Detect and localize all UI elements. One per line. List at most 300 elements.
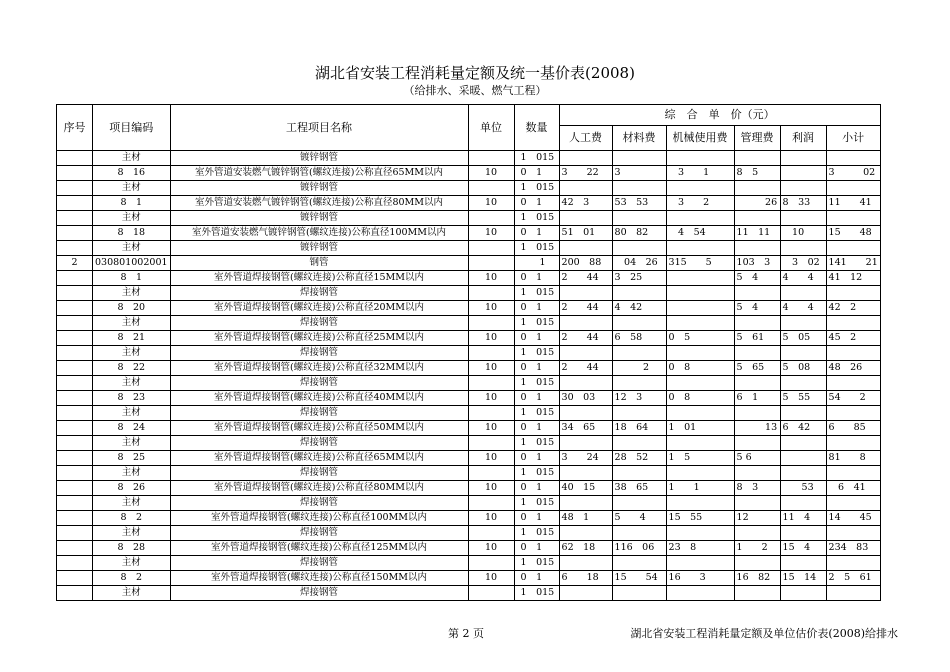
cell-material bbox=[612, 406, 666, 421]
cell-mgmt: 103 3 bbox=[734, 256, 780, 271]
cell-machine: 1 1 bbox=[666, 481, 734, 496]
cell-labor bbox=[559, 316, 612, 331]
cell-qty: 1 015 bbox=[514, 376, 559, 391]
cell-seq bbox=[57, 271, 93, 286]
cell-mgmt bbox=[734, 151, 780, 166]
cell-seq bbox=[57, 346, 93, 361]
cell-labor: 30 03 bbox=[559, 391, 612, 406]
cell-code: 8 25 bbox=[93, 451, 171, 466]
cell-unit bbox=[468, 436, 514, 451]
cell-material bbox=[612, 181, 666, 196]
cell-name: 室外管道焊接钢管(螺纹连接)公称直径50MM以内 bbox=[170, 421, 468, 436]
cell-qty: 1 bbox=[514, 256, 559, 271]
cell-profit: 10 bbox=[780, 226, 826, 241]
cell-unit bbox=[468, 466, 514, 481]
cell-qty: 1 015 bbox=[514, 526, 559, 541]
cell-profit bbox=[780, 181, 826, 196]
cell-mgmt: 5 65 bbox=[734, 361, 780, 376]
cell-mgmt: 1 2 bbox=[734, 541, 780, 556]
cell-labor: 2 44 bbox=[559, 361, 612, 376]
cell-material: 80 82 bbox=[612, 226, 666, 241]
header-seq: 序号 bbox=[57, 105, 93, 151]
cell-subtotal bbox=[826, 436, 880, 451]
cell-code: 主材 bbox=[93, 406, 171, 421]
cell-name: 室外管道焊接钢管(螺纹连接)公称直径150MM以内 bbox=[170, 571, 468, 586]
cell-subtotal: 54 2 bbox=[826, 391, 880, 406]
cell-qty: 1 015 bbox=[514, 556, 559, 571]
header-code: 项目编码 bbox=[93, 105, 171, 151]
cell-machine bbox=[666, 406, 734, 421]
cell-machine bbox=[666, 376, 734, 391]
cell-name: 焊接钢管 bbox=[170, 496, 468, 511]
cell-profit bbox=[780, 376, 826, 391]
cell-unit: 10 bbox=[468, 166, 514, 181]
table-row bbox=[57, 286, 881, 301]
cell-subtotal: 6 41 bbox=[826, 481, 880, 496]
cell-mgmt: 11 11 bbox=[734, 226, 780, 241]
cell-seq bbox=[57, 391, 93, 406]
cell-machine: 3 1 bbox=[666, 166, 734, 181]
cell-name: 焊接钢管 bbox=[170, 436, 468, 451]
price-table bbox=[56, 104, 881, 601]
cell-qty: 1 015 bbox=[514, 436, 559, 451]
cell-subtotal bbox=[826, 556, 880, 571]
header-unit-price-group: 综 合 单 价（元） bbox=[559, 105, 880, 126]
cell-subtotal: 42 2 bbox=[826, 301, 880, 316]
cell-name: 焊接钢管 bbox=[170, 526, 468, 541]
cell-profit bbox=[780, 241, 826, 256]
cell-seq bbox=[57, 226, 93, 241]
cell-seq bbox=[57, 211, 93, 226]
header-row-top bbox=[57, 105, 881, 126]
table-row bbox=[57, 166, 881, 181]
cell-name: 室外管道焊接钢管(螺纹连接)公称直径80MM以内 bbox=[170, 481, 468, 496]
cell-labor: 2 44 bbox=[559, 301, 612, 316]
cell-labor: 62 18 bbox=[559, 541, 612, 556]
cell-material bbox=[612, 436, 666, 451]
cell-qty: 1 015 bbox=[514, 286, 559, 301]
cell-code: 主材 bbox=[93, 586, 171, 601]
cell-code: 主材 bbox=[93, 211, 171, 226]
cell-mgmt: 5 61 bbox=[734, 331, 780, 346]
cell-profit bbox=[780, 526, 826, 541]
cell-unit: 10 bbox=[468, 196, 514, 211]
cell-code: 8 22 bbox=[93, 361, 171, 376]
cell-subtotal bbox=[826, 466, 880, 481]
cell-unit bbox=[468, 496, 514, 511]
cell-name: 焊接钢管 bbox=[170, 406, 468, 421]
cell-qty: 1 015 bbox=[514, 586, 559, 601]
cell-labor bbox=[559, 556, 612, 571]
cell-name: 焊接钢管 bbox=[170, 556, 468, 571]
cell-material: 5 4 bbox=[612, 511, 666, 526]
cell-code: 主材 bbox=[93, 376, 171, 391]
cell-qty: 1 015 bbox=[514, 241, 559, 256]
cell-seq bbox=[57, 496, 93, 511]
cell-qty: 1 015 bbox=[514, 346, 559, 361]
cell-profit: 11 4 bbox=[780, 511, 826, 526]
cell-seq bbox=[57, 526, 93, 541]
cell-seq bbox=[57, 481, 93, 496]
cell-profit bbox=[780, 406, 826, 421]
header-name: 工程项目名称 bbox=[170, 105, 468, 151]
cell-profit bbox=[780, 436, 826, 451]
cell-material: 38 65 bbox=[612, 481, 666, 496]
cell-name: 镀锌钢管 bbox=[170, 151, 468, 166]
cell-seq bbox=[57, 541, 93, 556]
cell-labor bbox=[559, 376, 612, 391]
cell-subtotal bbox=[826, 526, 880, 541]
cell-unit bbox=[468, 376, 514, 391]
cell-qty: 0 1 bbox=[514, 511, 559, 526]
cell-subtotal bbox=[826, 286, 880, 301]
cell-name: 镀锌钢管 bbox=[170, 211, 468, 226]
header-mgmt: 管理费 bbox=[734, 126, 780, 151]
cell-machine: 1 01 bbox=[666, 421, 734, 436]
cell-labor bbox=[559, 496, 612, 511]
cell-labor bbox=[559, 526, 612, 541]
cell-material: 12 3 bbox=[612, 391, 666, 406]
cell-name: 室外管道安装燃气镀锌钢管(螺纹连接)公称直径65MM以内 bbox=[170, 166, 468, 181]
cell-machine: 3 2 bbox=[666, 196, 734, 211]
cell-material bbox=[612, 151, 666, 166]
cell-mgmt: 5 4 bbox=[734, 271, 780, 286]
cell-mgmt bbox=[734, 556, 780, 571]
cell-unit: 10 bbox=[468, 421, 514, 436]
cell-labor bbox=[559, 286, 612, 301]
cell-profit: 3 02 bbox=[780, 256, 826, 271]
cell-mgmt bbox=[734, 586, 780, 601]
table-row bbox=[57, 526, 881, 541]
cell-labor: 3 24 bbox=[559, 451, 612, 466]
cell-subtotal: 14 45 bbox=[826, 511, 880, 526]
cell-mgmt: 26 bbox=[734, 196, 780, 211]
cell-qty: 0 1 bbox=[514, 541, 559, 556]
table-row bbox=[57, 346, 881, 361]
document-title: 湖北省安装工程消耗量定额及统一基价表(2008) bbox=[315, 64, 635, 82]
cell-subtotal: 11 41 bbox=[826, 196, 880, 211]
cell-code: 8 20 bbox=[93, 301, 171, 316]
cell-profit: 4 4 bbox=[780, 301, 826, 316]
cell-name: 室外管道焊接钢管(螺纹连接)公称直径32MM以内 bbox=[170, 361, 468, 376]
cell-labor bbox=[559, 436, 612, 451]
cell-labor: 51 01 bbox=[559, 226, 612, 241]
cell-machine bbox=[666, 346, 734, 361]
cell-qty: 1 015 bbox=[514, 151, 559, 166]
cell-material bbox=[612, 376, 666, 391]
table-row bbox=[57, 181, 881, 196]
cell-material: 28 52 bbox=[612, 451, 666, 466]
cell-name: 室外管道焊接钢管(螺纹连接)公称直径40MM以内 bbox=[170, 391, 468, 406]
cell-code: 主材 bbox=[93, 181, 171, 196]
cell-profit: 4 4 bbox=[780, 271, 826, 286]
header-labor: 人工费 bbox=[559, 126, 612, 151]
cell-profit: 53 bbox=[780, 481, 826, 496]
cell-labor: 2 44 bbox=[559, 271, 612, 286]
cell-mgmt bbox=[734, 241, 780, 256]
cell-unit: 10 bbox=[468, 271, 514, 286]
cell-code: 主材 bbox=[93, 241, 171, 256]
cell-machine bbox=[666, 556, 734, 571]
cell-labor: 2 44 bbox=[559, 331, 612, 346]
cell-subtotal: 15 48 bbox=[826, 226, 880, 241]
header-machine: 机械使用费 bbox=[666, 126, 734, 151]
cell-name: 焊接钢管 bbox=[170, 376, 468, 391]
cell-seq bbox=[57, 196, 93, 211]
cell-code: 8 2 bbox=[93, 571, 171, 586]
cell-profit: 5 05 bbox=[780, 331, 826, 346]
cell-seq bbox=[57, 556, 93, 571]
cell-seq bbox=[57, 436, 93, 451]
cell-labor bbox=[559, 346, 612, 361]
cell-qty: 0 1 bbox=[514, 331, 559, 346]
cell-material: 18 64 bbox=[612, 421, 666, 436]
cell-unit: 10 bbox=[468, 541, 514, 556]
cell-profit bbox=[780, 286, 826, 301]
cell-unit: 10 bbox=[468, 361, 514, 376]
cell-subtotal bbox=[826, 241, 880, 256]
cell-unit bbox=[468, 586, 514, 601]
cell-mgmt bbox=[734, 211, 780, 226]
header-qty: 数量 bbox=[514, 105, 559, 151]
cell-mgmt: 5 4 bbox=[734, 301, 780, 316]
footer-doc-title: 湖北省安装工程消耗量定额及单位估价表(2008)给排水 bbox=[630, 627, 898, 640]
cell-subtotal bbox=[826, 586, 880, 601]
cell-seq bbox=[57, 361, 93, 376]
cell-seq bbox=[57, 166, 93, 181]
cell-code: 主材 bbox=[93, 496, 171, 511]
cell-mgmt: 6 1 bbox=[734, 391, 780, 406]
cell-subtotal bbox=[826, 211, 880, 226]
cell-qty: 1 015 bbox=[514, 211, 559, 226]
cell-code: 主材 bbox=[93, 346, 171, 361]
cell-name: 室外管道焊接钢管(螺纹连接)公称直径125MM以内 bbox=[170, 541, 468, 556]
cell-mgmt: 8 5 bbox=[734, 166, 780, 181]
cell-mgmt bbox=[734, 376, 780, 391]
cell-machine bbox=[666, 316, 734, 331]
table-row bbox=[57, 361, 881, 376]
cell-name: 镀锌钢管 bbox=[170, 241, 468, 256]
cell-unit bbox=[468, 406, 514, 421]
cell-name: 室外管道焊接钢管(螺纹连接)公称直径65MM以内 bbox=[170, 451, 468, 466]
cell-seq bbox=[57, 331, 93, 346]
cell-unit bbox=[468, 181, 514, 196]
cell-mgmt bbox=[734, 316, 780, 331]
table-row bbox=[57, 421, 881, 436]
cell-qty: 1 015 bbox=[514, 496, 559, 511]
cell-subtotal: 3 02 bbox=[826, 166, 880, 181]
cell-unit bbox=[468, 211, 514, 226]
cell-material bbox=[612, 241, 666, 256]
cell-name: 室外管道焊接钢管(螺纹连接)公称直径25MM以内 bbox=[170, 331, 468, 346]
cell-machine bbox=[666, 496, 734, 511]
cell-subtotal: 41 12 bbox=[826, 271, 880, 286]
cell-unit: 10 bbox=[468, 301, 514, 316]
cell-qty: 0 1 bbox=[514, 361, 559, 376]
cell-machine: 315 5 bbox=[666, 256, 734, 271]
table-row bbox=[57, 241, 881, 256]
cell-mgmt bbox=[734, 406, 780, 421]
cell-code: 主材 bbox=[93, 286, 171, 301]
cell-name: 室外管道安装燃气镀锌钢管(螺纹连接)公称直径100MM以内 bbox=[170, 226, 468, 241]
table-row bbox=[57, 496, 881, 511]
cell-labor bbox=[559, 151, 612, 166]
cell-name: 室外管道焊接钢管(螺纹连接)公称直径20MM以内 bbox=[170, 301, 468, 316]
cell-unit bbox=[468, 346, 514, 361]
cell-machine bbox=[666, 526, 734, 541]
header-material: 材料费 bbox=[612, 126, 666, 151]
cell-labor bbox=[559, 211, 612, 226]
table-row bbox=[57, 466, 881, 481]
table-row bbox=[57, 571, 881, 586]
cell-subtotal: 6 85 bbox=[826, 421, 880, 436]
cell-labor: 40 15 bbox=[559, 481, 612, 496]
cell-unit bbox=[468, 151, 514, 166]
cell-material: 2 bbox=[612, 361, 666, 376]
cell-mgmt: 12 bbox=[734, 511, 780, 526]
cell-seq bbox=[57, 511, 93, 526]
cell-unit bbox=[468, 241, 514, 256]
cell-name: 焊接钢管 bbox=[170, 316, 468, 331]
cell-code: 8 24 bbox=[93, 421, 171, 436]
cell-mgmt: 8 3 bbox=[734, 481, 780, 496]
table-row bbox=[57, 301, 881, 316]
cell-machine bbox=[666, 436, 734, 451]
cell-machine bbox=[666, 286, 734, 301]
cell-profit bbox=[780, 166, 826, 181]
cell-unit: 10 bbox=[468, 451, 514, 466]
cell-seq bbox=[57, 316, 93, 331]
cell-profit bbox=[780, 211, 826, 226]
cell-code: 8 21 bbox=[93, 331, 171, 346]
cell-qty: 0 1 bbox=[514, 421, 559, 436]
cell-mgmt: 5 6 bbox=[734, 451, 780, 466]
cell-unit: 10 bbox=[468, 481, 514, 496]
cell-profit: 15 4 bbox=[780, 541, 826, 556]
cell-profit: 6 42 bbox=[780, 421, 826, 436]
cell-labor: 34 65 bbox=[559, 421, 612, 436]
cell-labor: 6 18 bbox=[559, 571, 612, 586]
cell-material: 116 06 bbox=[612, 541, 666, 556]
cell-material: 04 26 bbox=[612, 256, 666, 271]
cell-machine bbox=[666, 211, 734, 226]
cell-profit bbox=[780, 346, 826, 361]
cell-material bbox=[612, 526, 666, 541]
cell-seq bbox=[57, 451, 93, 466]
cell-machine: 1 5 bbox=[666, 451, 734, 466]
cell-machine bbox=[666, 466, 734, 481]
cell-code: 主材 bbox=[93, 436, 171, 451]
cell-subtotal: 81 8 bbox=[826, 451, 880, 466]
cell-unit: 10 bbox=[468, 571, 514, 586]
cell-material bbox=[612, 556, 666, 571]
cell-code: 主材 bbox=[93, 151, 171, 166]
cell-subtotal bbox=[826, 316, 880, 331]
cell-material: 6 58 bbox=[612, 331, 666, 346]
cell-subtotal bbox=[826, 346, 880, 361]
cell-unit: 10 bbox=[468, 391, 514, 406]
cell-qty: 0 1 bbox=[514, 271, 559, 286]
cell-code: 主材 bbox=[93, 526, 171, 541]
cell-labor bbox=[559, 586, 612, 601]
cell-unit bbox=[468, 316, 514, 331]
cell-machine: 15 55 bbox=[666, 511, 734, 526]
cell-code: 8 2 bbox=[93, 511, 171, 526]
cell-machine bbox=[666, 241, 734, 256]
cell-qty: 0 1 bbox=[514, 571, 559, 586]
cell-unit bbox=[468, 526, 514, 541]
cell-machine: 0 8 bbox=[666, 391, 734, 406]
cell-seq bbox=[57, 301, 93, 316]
table-row bbox=[57, 271, 881, 286]
cell-subtotal bbox=[826, 181, 880, 196]
cell-qty: 1 015 bbox=[514, 406, 559, 421]
cell-unit bbox=[468, 556, 514, 571]
cell-seq bbox=[57, 151, 93, 166]
cell-qty: 0 1 bbox=[514, 301, 559, 316]
cell-code: 8 28 bbox=[93, 541, 171, 556]
table-row bbox=[57, 511, 881, 526]
cell-unit bbox=[468, 286, 514, 301]
cell-qty: 0 1 bbox=[514, 226, 559, 241]
cell-material bbox=[612, 346, 666, 361]
cell-code: 8 16 bbox=[93, 166, 171, 181]
cell-unit: 10 bbox=[468, 331, 514, 346]
cell-subtotal bbox=[826, 496, 880, 511]
cell-name: 焊接钢管 bbox=[170, 346, 468, 361]
table-row bbox=[57, 226, 881, 241]
cell-material bbox=[612, 496, 666, 511]
cell-name: 钢管 bbox=[170, 256, 468, 271]
table-row bbox=[57, 256, 881, 271]
cell-code: 8 23 bbox=[93, 391, 171, 406]
cell-mgmt bbox=[734, 466, 780, 481]
cell-material bbox=[612, 466, 666, 481]
cell-profit bbox=[780, 556, 826, 571]
cell-labor: 48 1 bbox=[559, 511, 612, 526]
cell-labor: 200 88 bbox=[559, 256, 612, 271]
cell-name: 焊接钢管 bbox=[170, 466, 468, 481]
cell-profit bbox=[780, 466, 826, 481]
cell-material: 4 42 bbox=[612, 301, 666, 316]
cell-qty: 1 015 bbox=[514, 181, 559, 196]
cell-qty: 1 015 bbox=[514, 466, 559, 481]
cell-name: 焊接钢管 bbox=[170, 586, 468, 601]
table-row bbox=[57, 541, 881, 556]
cell-qty: 0 1 bbox=[514, 196, 559, 211]
cell-seq bbox=[57, 376, 93, 391]
header-profit: 利润 bbox=[780, 126, 826, 151]
cell-machine: 0 8 bbox=[666, 361, 734, 376]
page-number: 第 2 页 bbox=[448, 627, 484, 640]
table-row bbox=[57, 481, 881, 496]
cell-mgmt: 16 82 bbox=[734, 571, 780, 586]
cell-profit: 15 14 bbox=[780, 571, 826, 586]
cell-machine bbox=[666, 151, 734, 166]
cell-qty: 1 015 bbox=[514, 316, 559, 331]
cell-subtotal: 48 26 bbox=[826, 361, 880, 376]
cell-mgmt bbox=[734, 181, 780, 196]
cell-subtotal: 2 5 61 bbox=[826, 571, 880, 586]
table-row bbox=[57, 556, 881, 571]
cell-mgmt: 13 bbox=[734, 421, 780, 436]
cell-qty: 0 1 bbox=[514, 391, 559, 406]
table-row bbox=[57, 376, 881, 391]
table-row bbox=[57, 586, 881, 601]
table-row bbox=[57, 436, 881, 451]
cell-material bbox=[612, 286, 666, 301]
cell-name: 室外管道焊接钢管(螺纹连接)公称直径15MM以内 bbox=[170, 271, 468, 286]
